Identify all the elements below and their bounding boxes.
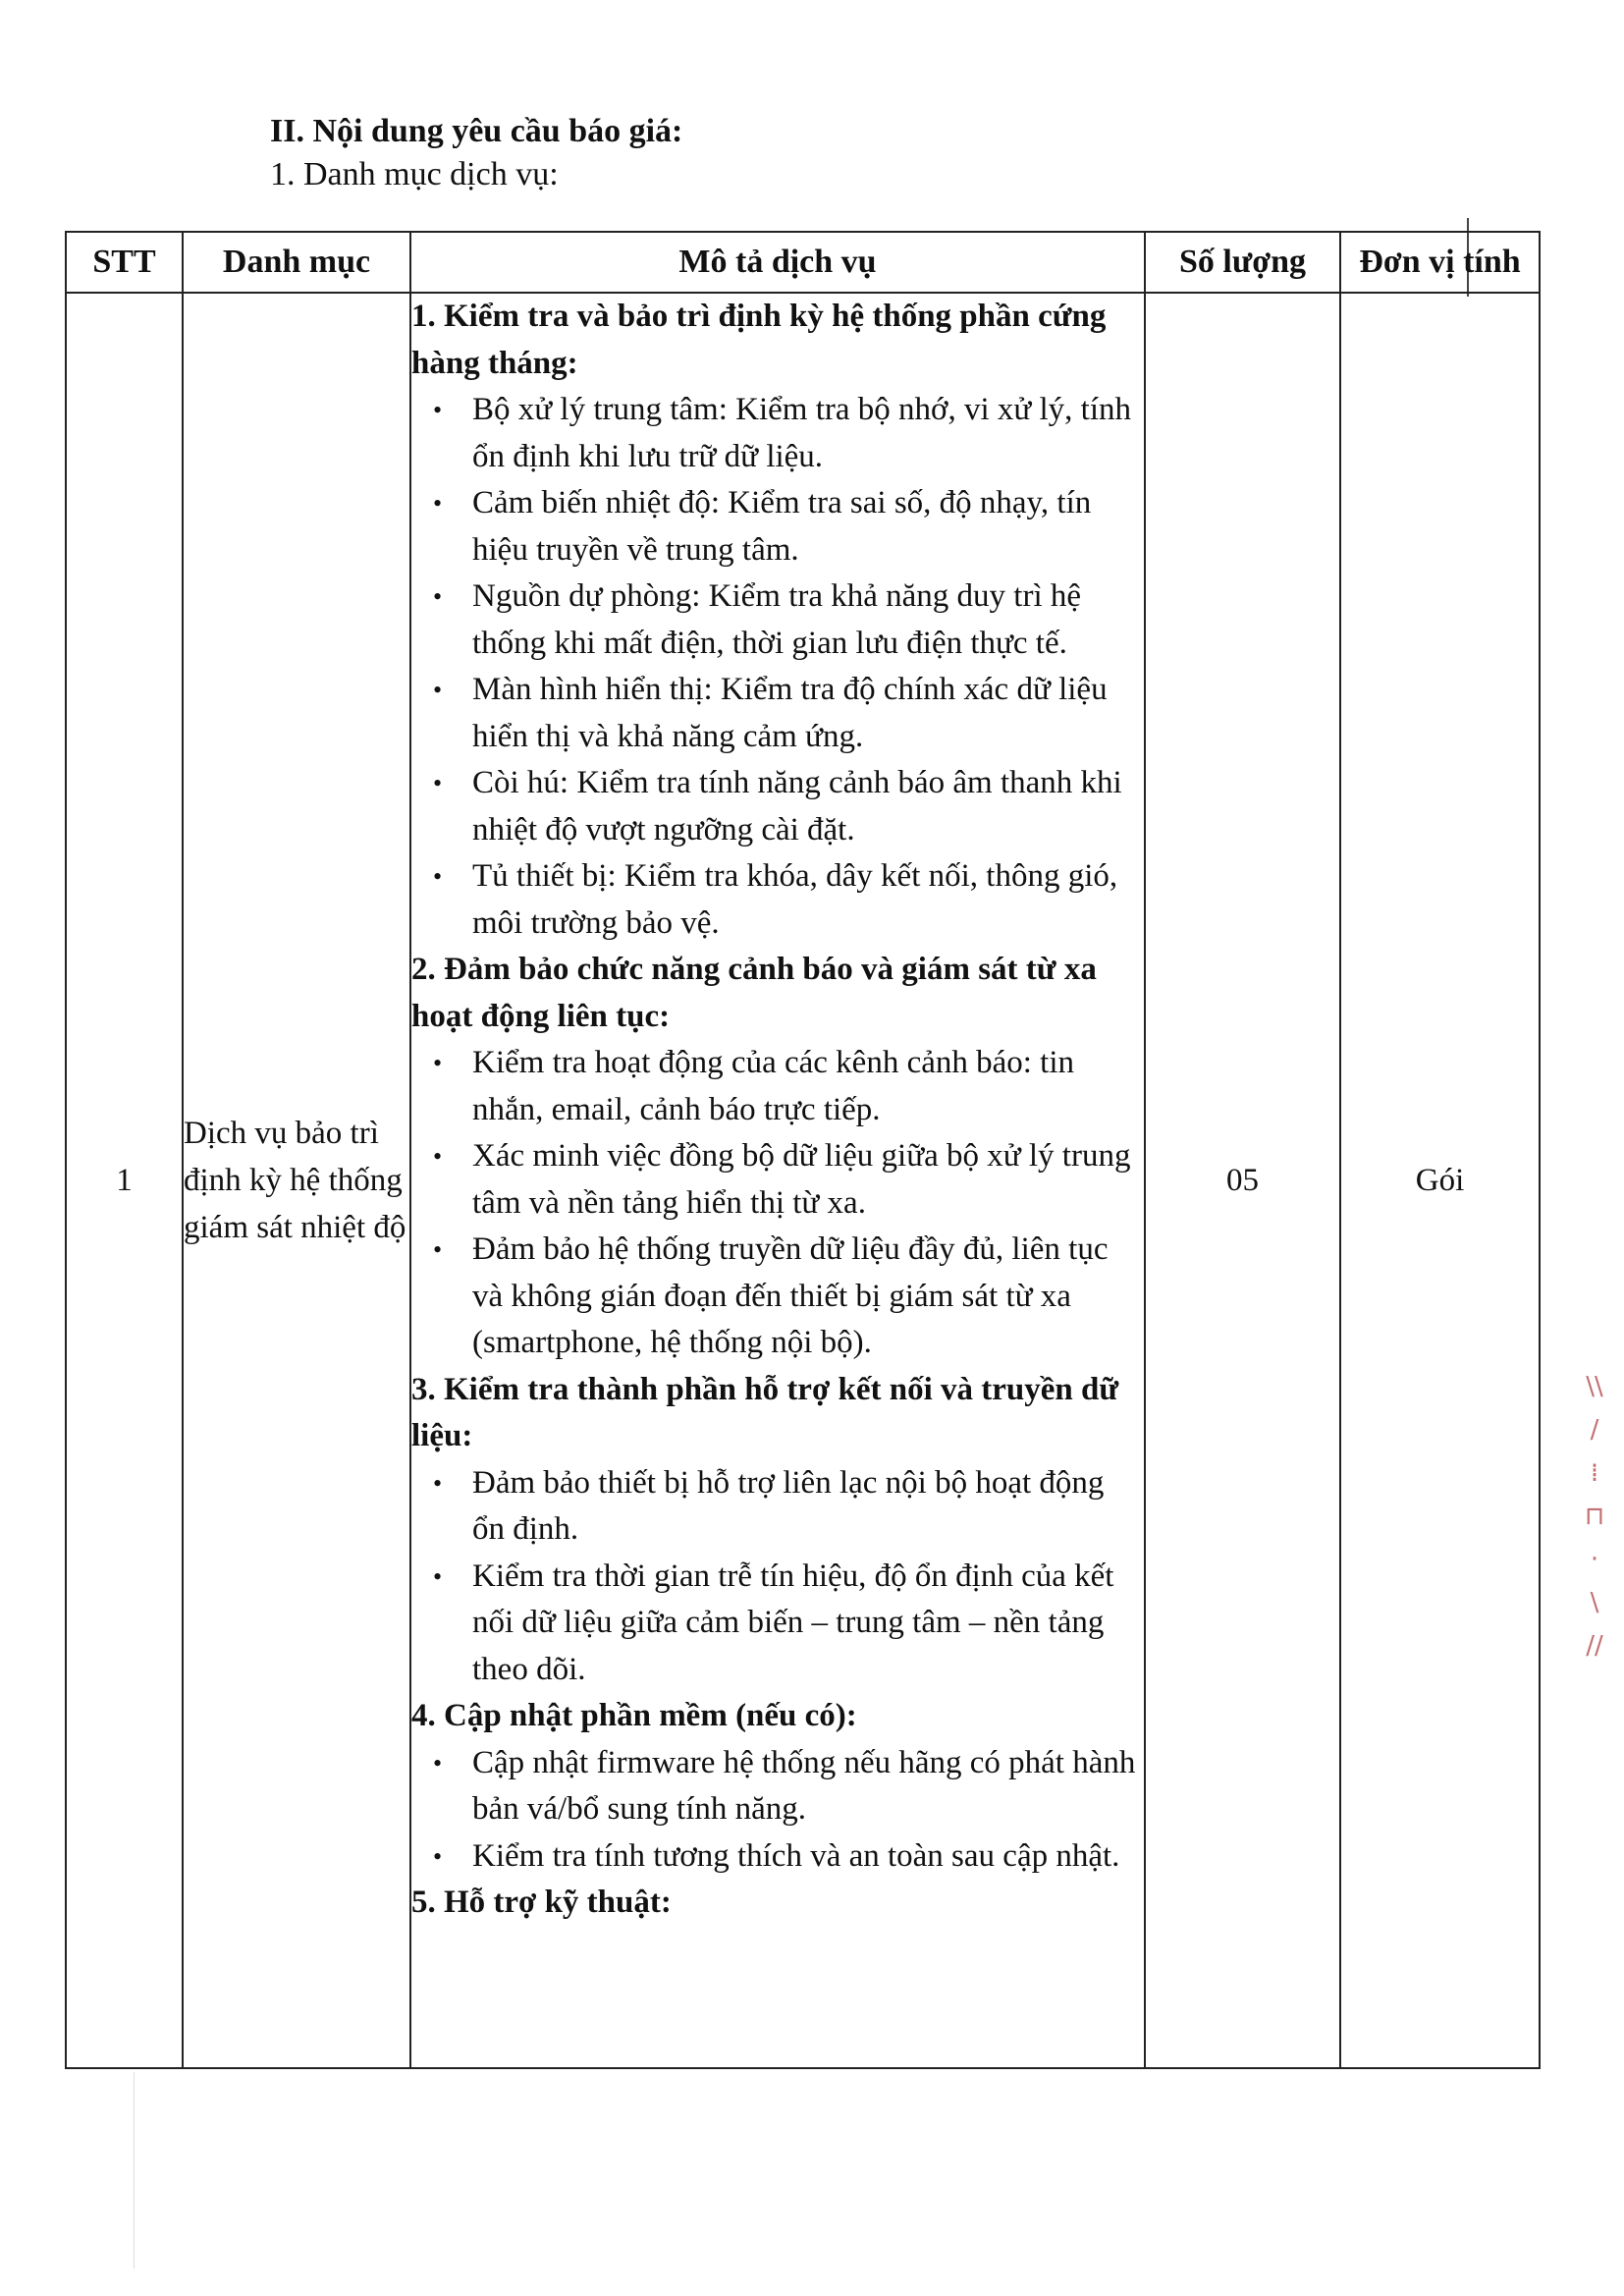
bullet-icon: • bbox=[433, 396, 443, 424]
section-title: 4. Cập nhật phần mềm (nếu có): bbox=[411, 1698, 857, 1733]
list-item: • Kiểm tra tính tương thích và an toàn sau cập nhật. bbox=[472, 1833, 1144, 1881]
bullet-icon: • bbox=[433, 676, 443, 704]
list-item: • Kiểm tra thời gian trễ tín hiệu, độ ổn định của kết nối dữ liệu giữa cảm biến – trung tâm – nền tảng theo dõi. bbox=[472, 1554, 1144, 1694]
list-item: • Màn hình hiển thị: Kiểm tra độ chính xác dữ liệu hiển thị và khả năng cảm ứng. bbox=[472, 667, 1144, 760]
bullet-list bbox=[411, 1460, 1144, 1694]
bullet-icon: • bbox=[433, 1049, 443, 1077]
bullet-icon: • bbox=[433, 582, 443, 611]
header-description: Mô tả dịch vụ bbox=[410, 232, 1145, 293]
margin-stamp-mark-icon: \\ / ⁞ ⊓ · \ // bbox=[1584, 1372, 1605, 1661]
bullet-icon: • bbox=[433, 1468, 443, 1498]
cell-stt: 1 bbox=[66, 293, 183, 2068]
header-category: Danh mục bbox=[183, 232, 410, 293]
list-item: • Đảm bảo hệ thống truyền dữ liệu đầy đủ, liên tục và không gián đoạn đến thiết bị giám sát từ xa (smartphone, hệ thống nội bộ). bbox=[472, 1227, 1144, 1367]
bullet-list bbox=[411, 1040, 1144, 1367]
list-item: • Tủ thiết bị: Kiểm tra khóa, dây kết nối, thông gió, môi trường bảo vệ. bbox=[472, 853, 1144, 947]
section-title: 5. Hỗ trợ kỹ thuật: bbox=[411, 1885, 672, 1920]
table-header-row bbox=[66, 232, 1540, 293]
bullet-list bbox=[411, 387, 1144, 947]
service-table bbox=[65, 231, 1541, 2069]
bullet-icon: • bbox=[433, 1142, 443, 1171]
header-stt: STT bbox=[66, 232, 183, 293]
list-item: • Đảm bảo thiết bị hỗ trợ liên lạc nội bộ hoạt động ổn định. bbox=[472, 1460, 1144, 1554]
list-item: • Nguồn dự phòng: Kiểm tra khả năng duy trì hệ thống khi mất điện, thời gian lưu điện thực tế. bbox=[472, 574, 1144, 667]
list-item: • Cảm biến nhiệt độ: Kiểm tra sai số, độ nhạy, tín hiệu truyền về trung tâm. bbox=[472, 480, 1144, 574]
bullet-list bbox=[411, 1740, 1144, 1881]
section-subheading: 1. Danh mục dịch vụ: bbox=[270, 156, 559, 192]
cell-category: Dịch vụ bảo trì định kỳ hệ thống giám sát nhiệt độ bbox=[183, 293, 410, 2068]
section-title: 1. Kiểm tra và bảo trì định kỳ hệ thống phần cứng hàng tháng: bbox=[411, 299, 1107, 381]
bullet-icon: • bbox=[433, 862, 443, 891]
table-row bbox=[66, 293, 1540, 2068]
list-item: • Xác minh việc đồng bộ dữ liệu giữa bộ xử lý trung tâm và nền tảng hiển thị từ xa. bbox=[472, 1133, 1144, 1227]
bullet-icon: • bbox=[433, 1841, 443, 1871]
list-item: • Kiểm tra hoạt động của các kênh cảnh báo: tin nhắn, email, cảnh báo trực tiếp. bbox=[472, 1040, 1144, 1133]
bullet-icon: • bbox=[433, 1748, 443, 1777]
list-item: • Bộ xử lý trung tâm: Kiểm tra bộ nhớ, vi xử lý, tính ổn định khi lưu trữ dữ liệu. bbox=[472, 387, 1144, 480]
cell-quantity: 05 bbox=[1145, 293, 1340, 2068]
bullet-icon: • bbox=[433, 769, 443, 797]
list-item: • Cập nhật firmware hệ thống nếu hãng có phát hành bản vá/bổ sung tính năng. bbox=[472, 1740, 1144, 1833]
bullet-icon: • bbox=[433, 489, 443, 518]
cell-description bbox=[410, 293, 1145, 2068]
header-quantity: Số lượng bbox=[1145, 232, 1340, 293]
bullet-icon: • bbox=[433, 1235, 443, 1264]
list-item: • Còi hú: Kiểm tra tính năng cảnh báo âm thanh khi nhiệt độ vượt ngưỡng cài đặt. bbox=[472, 760, 1144, 853]
section-title: 2. Đảm bảo chức năng cảnh báo và giám sát từ xa hoạt động liên tục: bbox=[411, 952, 1097, 1034]
section-title: 3. Kiểm tra thành phần hỗ trợ kết nối và truyền dữ liệu: bbox=[411, 1371, 1119, 1453]
bullet-icon: • bbox=[433, 1561, 443, 1591]
cell-unit: Gói bbox=[1340, 293, 1540, 2068]
header-unit: Đơn vị tính bbox=[1340, 232, 1540, 293]
scan-artifact-line bbox=[134, 2072, 135, 2269]
section-heading: II. Nội dung yêu cầu báo giá: bbox=[270, 113, 683, 149]
